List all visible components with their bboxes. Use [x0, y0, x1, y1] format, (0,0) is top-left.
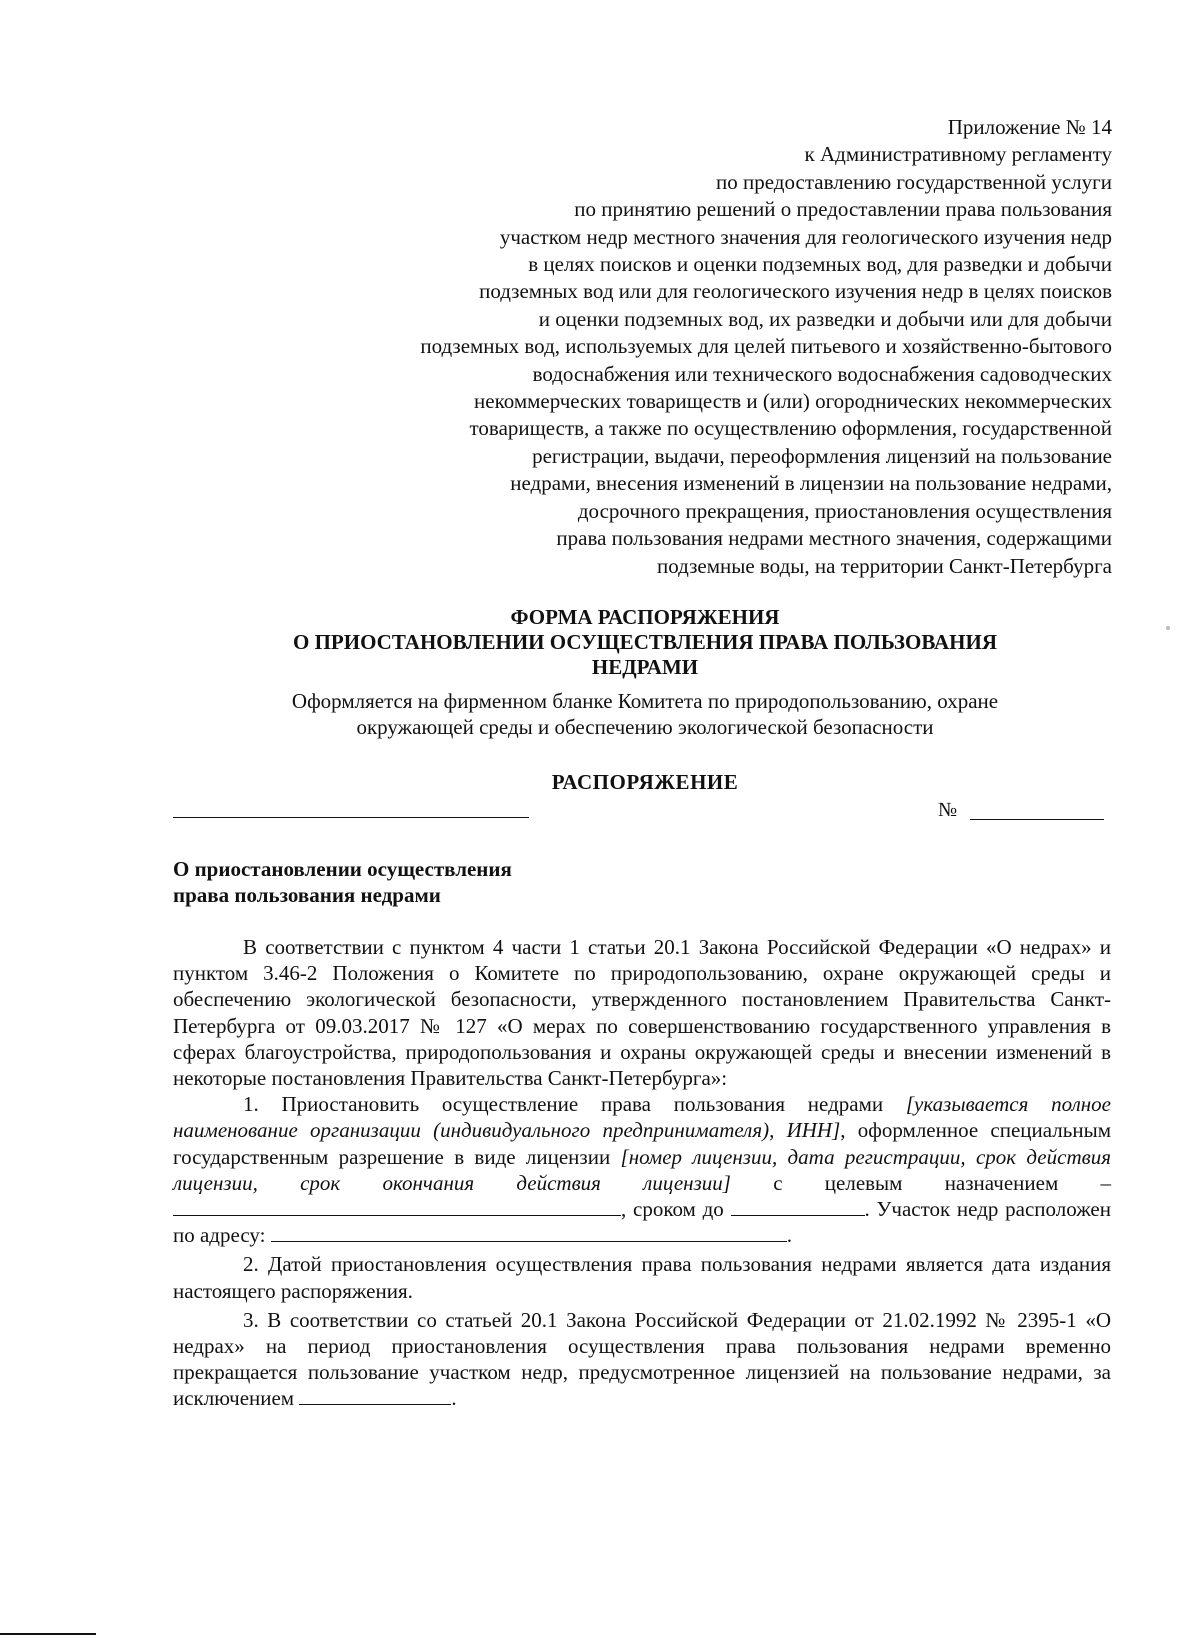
form-title-line: ФОРМА РАСПОРЯЖЕНИЯ [510, 605, 780, 629]
purpose-blank [173, 1196, 621, 1216]
clause-1-text: с целевым назначением – [730, 1170, 1111, 1195]
clause-3-paragraph [173, 1307, 1111, 1412]
appendix-line: товариществ, а также по осуществлению оформления, государственной [469, 416, 1112, 441]
clause-3-text: . [451, 1386, 457, 1411]
appendix-line: к Административному регламенту [804, 142, 1112, 167]
appendix-line: некоммерческих товариществ и (или) огороднических некоммерческих [474, 389, 1112, 414]
form-subtitle [160, 688, 1130, 740]
order-title: РАСПОРЯЖЕНИЕ [551, 770, 739, 794]
exception-blank [299, 1385, 451, 1405]
form-title-line: О ПРИОСТАНОВЛЕНИИ ОСУЩЕСТВЛЕНИЯ ПРАВА ПОЛЬЗОВАНИЯ [292, 630, 998, 654]
footnote-separator [0, 1633, 96, 1635]
form-title-line: НЕДРАМИ [591, 655, 699, 679]
appendix-line: по предоставлению государственной услуги [716, 169, 1112, 194]
appendix-line: подземных вод, используемых для целей питьевого и хозяйственно-бытового [420, 334, 1112, 359]
appendix-line: регистрации, выдачи, переоформления лицензий на пользование [532, 443, 1112, 468]
clause-1-placeholder-organization: [указывается полное наименование организации (индивидуального предпринимателя), ИНН] [173, 1092, 1111, 1143]
clause-1-text: , сроком до [621, 1197, 731, 1222]
appendix-line: подземных вод или для геологического изучения недр в целях поисков [479, 279, 1112, 304]
appendix-line: участком недр местного значения для геологического изучения недр [499, 224, 1112, 249]
clause-1-text: . Участок недр расположен по адресу: [173, 1197, 1111, 1248]
appendix-line: недрами, внесения изменений в лицензии на пользование недрами, [510, 471, 1112, 496]
appendix-line: по принятию решений о предоставлении права пользования [574, 197, 1112, 222]
date-blank-line [173, 817, 529, 818]
appendix-line: водоснабжения или технического водоснабжения садоводческих [532, 361, 1112, 386]
form-title [160, 605, 1130, 680]
appendix-line: подземные воды, на территории Санкт-Петербурга [657, 553, 1112, 578]
form-subtitle-line: Оформляется на фирменном бланке Комитета по природопользованию, охране [291, 689, 999, 713]
order-body [173, 934, 1111, 1412]
appendix-line: в целях поисков и оценки подземных вод, для разведки и добычи [528, 252, 1112, 277]
clause-3-text: 3. В соответствии со статьей 20.1 Закона Российской Федерации от 21.02.1992 № 2395-1 «О недрах» на период приостановления осуществления права пользования недрами временно прекращается пользование участком недр, предусмотренное лицензией на пользование недрами, за исключением [173, 1307, 1111, 1411]
appendix-line: права пользования недрами местного значения, содержащими [556, 526, 1112, 551]
term-blank [731, 1196, 865, 1216]
clause-2-paragraph: 2. Датой приостановления осуществления права пользования недрами является дата издания настоящего распоряжения. [173, 1252, 1111, 1303]
address-blank [271, 1222, 787, 1242]
order-subject [173, 856, 512, 908]
clause-1-placeholder-license: [номер лицензии, дата регистрации, срок действия лицензии, срок окончания действия лицензии] [173, 1144, 1111, 1195]
number-blank-line [970, 819, 1104, 820]
scan-artifact [1166, 626, 1170, 630]
appendix-header [212, 114, 1112, 580]
appendix-line: Приложение № 14 [947, 115, 1112, 139]
appendix-line: досрочного прекращения, приостановления осуществления [577, 498, 1112, 523]
clause-1-paragraph [173, 1091, 1111, 1248]
clause-1-text: . [786, 1223, 792, 1248]
clause-1-text: 1. Приостановить осуществление права пользования недрами [243, 1092, 906, 1117]
appendix-line: и оценки подземных вод, их разведки и добычи или для добычи [538, 306, 1112, 331]
preamble-paragraph: В соответствии с пунктом 4 части 1 статьи 20.1 Закона Российской Федерации «О недрах» и пунктом 3.46-2 Положения о Комитете по природопользованию, охране окружающей среды и обеспечению экологической безопасности, утвержденного постановлением Правительства Санкт-Петербурга от 09.03.2017 № 127 «О мерах по совершенствованию государственного управления в сферах благоустройства, природопользования и охраны окружающей среды и внесении изменений в некоторые постановления Правительства Санкт-Петербурга»: [173, 935, 1111, 1091]
number-sign: № [938, 799, 958, 821]
clause-1-text: , оформленное специальным государственным разрешение в виде лицензии [173, 1118, 1111, 1169]
form-subtitle-line: окружающей среды и обеспечению экологической безопасности [356, 715, 934, 739]
subject-line: О приостановлении осуществления [173, 857, 512, 881]
subject-line: права пользования недрами [173, 883, 441, 907]
